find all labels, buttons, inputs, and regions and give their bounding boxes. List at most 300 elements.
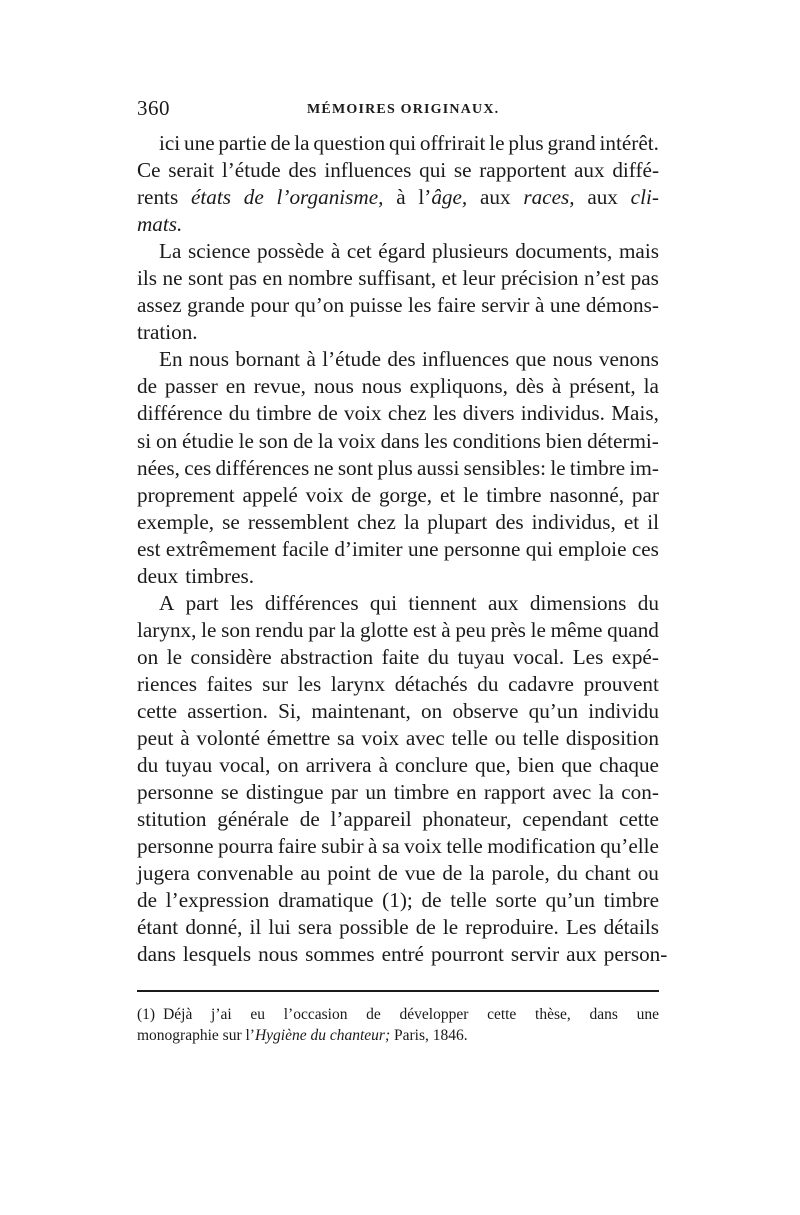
word: personne	[137, 780, 214, 805]
word: plupart	[427, 509, 488, 534]
word: lesquels	[182, 942, 252, 967]
word: voix	[343, 401, 382, 426]
word: se	[222, 509, 240, 534]
word: faire	[277, 834, 317, 859]
word: les	[297, 671, 322, 696]
word: ces	[184, 455, 212, 480]
word: sa	[337, 726, 355, 751]
word: con-	[621, 780, 659, 805]
word: disposition	[565, 726, 659, 751]
word: tiennent	[408, 590, 477, 615]
footnote-line	[137, 1025, 659, 1046]
word: nombre	[288, 266, 353, 291]
word: rapportent	[479, 158, 567, 183]
word: que	[515, 347, 547, 372]
word: qu’elle	[600, 834, 659, 859]
word: cette	[487, 1006, 517, 1024]
word: possible	[339, 915, 409, 940]
word: émettre	[266, 726, 331, 751]
word: du	[556, 861, 578, 886]
word: ressemblent	[247, 509, 350, 534]
word: faites	[206, 671, 253, 696]
word: voix	[305, 482, 344, 507]
word: aux	[479, 185, 511, 210]
word: intérêt.	[599, 131, 659, 155]
word: volonté	[196, 726, 260, 751]
word: nous	[188, 347, 229, 372]
word: considère	[190, 644, 272, 669]
word: bien	[517, 753, 555, 778]
text-line	[137, 373, 659, 400]
running-title: MÉMOIRES ORIGINAUX.	[307, 102, 500, 117]
word: l’appareil	[330, 807, 412, 832]
word: l’âge,	[418, 185, 468, 210]
word: science	[188, 239, 251, 264]
word: larynx,	[137, 617, 197, 642]
word: partie	[218, 131, 267, 155]
word: telle	[451, 726, 488, 751]
word: à	[180, 726, 190, 751]
paragraph	[137, 346, 659, 589]
word: diffé-	[612, 158, 659, 183]
word: le	[442, 915, 459, 940]
word: chaque	[598, 753, 659, 778]
word: états	[190, 185, 231, 210]
word: est	[137, 536, 161, 561]
word: eu	[250, 1006, 266, 1024]
word: près	[490, 617, 526, 642]
word: voix	[338, 428, 376, 453]
word: plusieurs	[432, 239, 509, 264]
word: vocal.	[513, 644, 565, 669]
word: stitution	[137, 807, 207, 832]
word: expé-	[611, 644, 659, 669]
word: bornant	[235, 347, 301, 372]
word: égard	[378, 239, 426, 264]
word: sera	[297, 915, 333, 940]
word: son	[221, 617, 251, 642]
word: ou	[494, 726, 516, 751]
word: Ce	[137, 158, 161, 183]
paragraph	[137, 238, 659, 346]
word: offrirait	[419, 131, 486, 155]
word: chant	[584, 861, 631, 886]
word: le	[530, 617, 546, 642]
word: qu’un	[545, 888, 595, 913]
word: influences	[422, 347, 510, 372]
word: à	[378, 753, 388, 778]
word: les	[407, 293, 432, 318]
word: reproduire.	[465, 915, 559, 940]
word: assez	[137, 293, 182, 318]
body-text	[137, 130, 668, 968]
word: qui	[389, 131, 417, 155]
word: nées,	[137, 455, 180, 480]
word: à	[441, 617, 451, 642]
text-line	[137, 157, 659, 184]
word: sorte	[495, 888, 537, 913]
word: revue,	[253, 374, 306, 399]
word: servir	[510, 942, 560, 967]
word: les	[424, 428, 448, 453]
word: tuyau	[165, 753, 213, 778]
word: à	[306, 347, 316, 372]
word: individus.	[520, 401, 605, 426]
footnote-text: Paris, 1846.	[390, 1027, 468, 1045]
word: En	[159, 347, 183, 372]
word: en	[456, 780, 477, 805]
word: le	[238, 428, 254, 453]
text-line	[137, 211, 659, 238]
word: modification	[487, 834, 596, 859]
word: subir	[321, 834, 364, 859]
word: différence	[137, 401, 223, 426]
word: des	[387, 347, 416, 372]
word: de	[243, 185, 264, 210]
word: avec	[552, 780, 592, 805]
word: démons-	[585, 293, 659, 318]
word: sur	[262, 671, 289, 696]
word: nous	[258, 942, 299, 967]
text-line	[137, 455, 659, 482]
word: on	[277, 753, 299, 778]
page-header	[137, 96, 659, 130]
word: la	[317, 428, 334, 453]
word: présent,	[569, 374, 636, 399]
word: influences	[324, 158, 412, 183]
text-line	[137, 184, 659, 211]
footnote-rule	[137, 990, 659, 992]
word: ou	[637, 861, 659, 886]
word: dans	[137, 942, 176, 967]
word: sensibles:	[463, 455, 547, 480]
word: appelé	[242, 482, 298, 507]
word: grand	[547, 131, 596, 155]
word: l’occasion	[283, 1006, 348, 1024]
text-line	[137, 265, 659, 292]
word: aussi	[417, 455, 460, 480]
text-line	[137, 509, 659, 536]
word: divers	[462, 401, 515, 426]
word: expliquons,	[409, 374, 508, 399]
word: pas	[228, 266, 258, 291]
word: pourra	[218, 834, 274, 859]
text-line	[137, 319, 659, 346]
word: même	[550, 617, 603, 642]
word: la	[598, 780, 614, 805]
word: possède	[257, 239, 325, 264]
text-line	[137, 887, 659, 914]
word: phonateur,	[422, 807, 512, 832]
word: larynx	[330, 671, 386, 696]
word: de	[351, 482, 372, 507]
word: de	[415, 915, 436, 940]
word: aux	[487, 590, 519, 615]
word: voix	[404, 834, 442, 859]
word: l’organisme,	[276, 185, 384, 210]
word: question	[313, 131, 386, 155]
word: qui	[419, 158, 447, 183]
word: glotte	[360, 617, 409, 642]
word: et	[623, 509, 640, 534]
word: ne	[162, 266, 183, 291]
word: les	[229, 590, 254, 615]
word: nous	[361, 374, 402, 399]
word: et	[439, 482, 456, 507]
word: entré	[381, 942, 424, 967]
word: à	[330, 239, 341, 264]
word: individu	[588, 698, 659, 723]
text-line	[137, 941, 668, 968]
word: le	[463, 482, 479, 507]
word: à	[551, 374, 562, 399]
word: La	[159, 239, 182, 264]
footnote	[137, 1004, 659, 1046]
word: au	[300, 861, 321, 886]
word: vocal,	[219, 753, 271, 778]
text-line	[137, 617, 659, 644]
page-number: 360	[137, 96, 170, 120]
word: tration.	[137, 320, 198, 345]
word: cadavre	[508, 671, 574, 696]
word: qui	[369, 590, 397, 615]
word: gorge,	[378, 482, 433, 507]
word: ici	[159, 131, 181, 155]
word: ne	[313, 455, 334, 480]
word: donné,	[185, 915, 243, 940]
word: en	[225, 374, 246, 399]
word: emploie	[558, 536, 627, 561]
word: parole,	[491, 861, 550, 886]
text-line	[137, 536, 659, 563]
word: dramatique	[278, 888, 374, 913]
word: que	[561, 753, 592, 778]
footnote-citation-title: Hygiène du chanteur;	[254, 1027, 391, 1045]
word: telle	[522, 726, 560, 751]
word: person-	[603, 942, 668, 967]
word: puisse	[349, 293, 403, 318]
word: rapport	[483, 780, 546, 805]
word: bien	[545, 428, 583, 453]
word: qui	[525, 536, 553, 561]
word: que,	[474, 753, 511, 778]
text-line	[137, 725, 659, 752]
word: sa	[381, 834, 400, 859]
book-page	[137, 96, 668, 1046]
word: cli-	[630, 185, 659, 210]
word: il	[249, 915, 262, 940]
word: le	[201, 617, 217, 642]
word: (1);	[382, 888, 413, 913]
word: détachés	[394, 671, 468, 696]
footnote-text	[163, 1004, 659, 1025]
word: sont	[188, 266, 224, 291]
word: documents,	[515, 239, 613, 264]
word: conclure	[395, 753, 468, 778]
word: passer	[164, 374, 218, 399]
word: cet	[346, 239, 372, 264]
word: chez	[387, 401, 427, 426]
text-line	[137, 346, 659, 373]
word: sont	[337, 455, 374, 480]
word: mats.	[137, 212, 183, 237]
footnote-text: monographie sur l’	[137, 1027, 255, 1045]
text-line	[137, 779, 659, 806]
text-line	[137, 563, 659, 590]
word: une	[184, 131, 215, 155]
word: extrêmement	[165, 536, 277, 561]
word: de	[299, 807, 320, 832]
word: abstraction	[280, 644, 374, 669]
text-line	[137, 482, 659, 509]
word: l’étude	[221, 158, 281, 183]
word: prouvent	[583, 671, 659, 696]
word: timbre	[603, 888, 659, 913]
word: son	[258, 428, 289, 453]
text-line	[137, 590, 659, 617]
word: le	[550, 455, 566, 480]
text-line	[137, 292, 659, 319]
word: se	[220, 780, 239, 805]
word: plus	[377, 455, 413, 480]
word: telle	[450, 888, 487, 913]
word: exemple,	[137, 509, 215, 534]
word: détermi-	[587, 428, 659, 453]
word: à	[534, 293, 545, 318]
word: quand	[607, 617, 659, 642]
word: dans	[589, 1006, 618, 1024]
word: cette	[618, 807, 659, 832]
word: plus	[508, 131, 544, 155]
word: peu	[455, 617, 486, 642]
word: l’expression	[165, 888, 270, 913]
word: par	[631, 482, 659, 507]
word: on	[421, 698, 443, 723]
word: une	[636, 1006, 659, 1024]
word: vue	[404, 861, 436, 886]
word: on	[155, 428, 178, 453]
text-line	[137, 644, 659, 671]
word: différences	[215, 455, 310, 480]
word: une	[407, 536, 439, 561]
word: lui	[268, 915, 291, 940]
word: distingue	[245, 780, 324, 805]
word: différences	[264, 590, 359, 615]
word: races,	[523, 185, 575, 210]
word: pourront	[430, 942, 504, 967]
word: étudie	[182, 428, 234, 453]
text-line	[137, 671, 659, 698]
word: précision	[500, 266, 579, 291]
word: une	[549, 293, 581, 318]
word: facile	[281, 536, 329, 561]
text-line	[137, 400, 659, 427]
word: rents	[137, 185, 179, 210]
word: il	[647, 509, 659, 534]
word: im-	[629, 455, 659, 480]
word: faite	[381, 644, 420, 669]
word: un	[365, 780, 387, 805]
word: se	[453, 158, 472, 183]
word: la	[469, 861, 485, 886]
word: cette	[137, 698, 177, 723]
word: est	[412, 617, 437, 642]
footnote-line	[137, 1004, 659, 1025]
word: chez	[357, 509, 396, 534]
word: des	[288, 158, 317, 183]
word: du	[228, 401, 250, 426]
word: servir	[481, 293, 530, 318]
word: et	[441, 266, 457, 291]
word: des	[495, 509, 524, 534]
word: aux	[587, 185, 618, 210]
word: la	[403, 509, 420, 534]
word: de	[137, 888, 157, 913]
word: timbre	[569, 455, 626, 480]
paragraph	[137, 590, 668, 969]
word: si	[137, 428, 152, 453]
word: dimensions	[529, 590, 627, 615]
word: deux	[137, 563, 179, 588]
word: riences	[137, 671, 197, 696]
word: la	[340, 617, 356, 642]
word: étant	[137, 915, 179, 940]
word: de	[317, 401, 338, 426]
word: de	[293, 428, 314, 453]
word: de	[137, 374, 157, 399]
word: assertion.	[187, 698, 268, 723]
word: les	[432, 401, 457, 426]
word: développer	[399, 1006, 469, 1024]
word: ces	[631, 536, 659, 561]
word: le	[166, 644, 182, 669]
word: du	[427, 644, 449, 669]
word: à	[368, 834, 378, 859]
word: grande	[187, 293, 245, 318]
word: nasonné,	[549, 482, 625, 507]
word: le	[489, 131, 505, 155]
word: jugera	[137, 861, 190, 886]
word: venons	[598, 347, 659, 372]
word: détails	[603, 915, 659, 940]
word: aux	[566, 942, 597, 967]
word: timbres.	[185, 563, 255, 588]
word: du	[477, 671, 499, 696]
word: de	[442, 861, 463, 886]
word: cependant	[522, 807, 609, 832]
word: de	[366, 1006, 381, 1024]
word: la	[643, 374, 659, 399]
word: maintenant,	[311, 698, 411, 723]
word: serait	[168, 158, 215, 183]
word: de	[377, 861, 398, 886]
word: n’est	[584, 266, 626, 291]
word: part	[185, 590, 219, 615]
word: sommes	[305, 942, 375, 967]
word: timbre	[486, 482, 542, 507]
word: tuyau	[457, 644, 505, 669]
text-line	[137, 238, 659, 265]
text-line	[137, 698, 659, 725]
word: dans	[380, 428, 420, 453]
word: personne	[137, 834, 214, 859]
word: ils	[137, 266, 158, 291]
word: leur	[462, 266, 496, 291]
word: faire	[436, 293, 476, 318]
word: convenable	[196, 861, 294, 886]
word: Mais,	[611, 401, 659, 426]
word: personne	[443, 536, 521, 561]
